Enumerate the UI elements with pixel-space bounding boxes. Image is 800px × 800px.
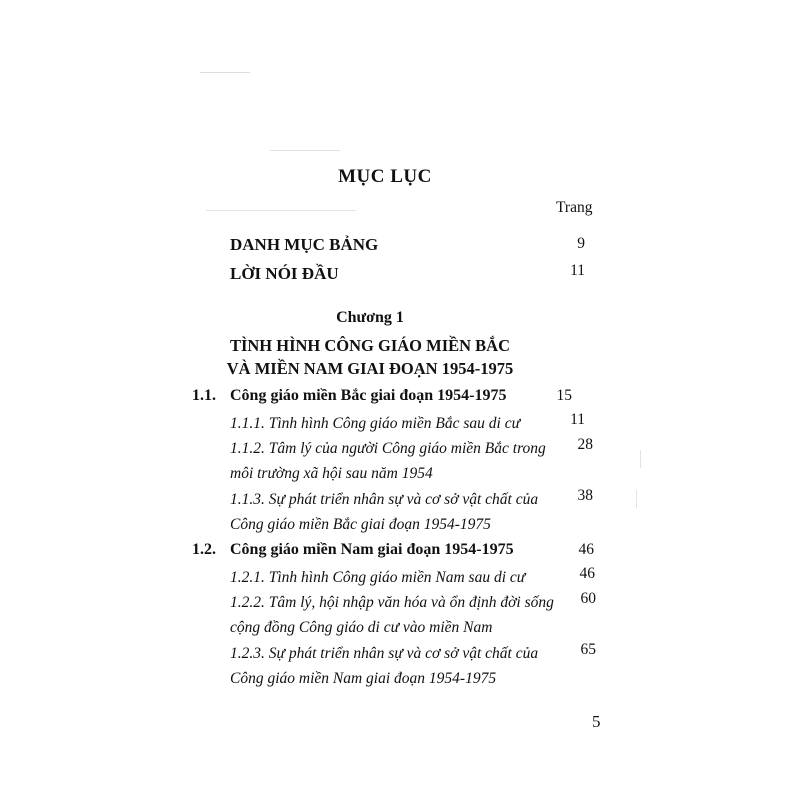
- front-matter-label: LỜI NÓI ĐẦU: [230, 264, 339, 283]
- subsection-page: 60: [580, 590, 596, 607]
- bleed-through-artifact: [640, 450, 641, 468]
- subsection-page: 38: [577, 487, 593, 504]
- subsection-line: 1.1.2. Tâm lý của người Công giáo miền Bắc trong: [230, 440, 546, 457]
- front-matter-page: 11: [570, 262, 585, 279]
- chapter-title-line1: TÌNH HÌNH CÔNG GIÁO MIỀN BẮC: [229, 336, 511, 355]
- section-number: 1.1.: [192, 387, 216, 404]
- subsection-page: 28: [577, 436, 593, 453]
- page-number: 5: [592, 712, 601, 731]
- bleed-through-artifact: [200, 72, 250, 73]
- bleed-through-artifact: [206, 210, 356, 211]
- bleed-through-artifact: [636, 490, 637, 508]
- subsection-page: 11: [570, 411, 585, 428]
- subsection-line-cont: Công giáo miền Nam giai đoạn 1954-1975: [230, 670, 497, 687]
- page-column-header: Trang: [556, 199, 593, 216]
- front-matter-label: DANH MỤC BẢNG: [230, 235, 379, 254]
- subsection-line-cont: Công giáo miền Bắc giai đoạn 1954-1975: [230, 516, 491, 533]
- subsection-page: 65: [580, 641, 596, 658]
- section-number: 1.2.: [192, 541, 216, 558]
- chapter-title-line2: VÀ MIỀN NAM GIAI ĐOẠN 1954-1975: [226, 359, 514, 378]
- toc-title: MỤC LỤC: [338, 166, 432, 187]
- subsection-line: 1.1.3. Sự phát triển nhân sự và cơ sở vật chất của: [230, 491, 539, 508]
- section-title: Công giáo miền Bắc giai đoạn 1954-1975: [230, 387, 507, 404]
- bleed-through-artifact: [270, 150, 340, 151]
- subsection-line-cont: cộng đồng Công giáo di cư vào miền Nam: [230, 619, 493, 636]
- section-page: 15: [556, 387, 572, 404]
- section-title: Công giáo miền Nam giai đoạn 1954-1975: [230, 541, 514, 558]
- subsection-line: 1.2.1. Tình hình Công giáo miền Nam sau di cư: [230, 569, 526, 586]
- subsection-line: 1.1.1. Tình hình Công giáo miền Bắc sau di cư: [230, 415, 521, 432]
- subsection-line: 1.2.2. Tâm lý, hội nhập văn hóa và ổn định đời sống: [230, 594, 554, 611]
- front-matter-page: 9: [577, 235, 585, 252]
- chapter-label: Chương 1: [336, 309, 404, 326]
- subsection-line: 1.2.3. Sự phát triển nhân sự và cơ sở vật chất của: [230, 645, 539, 662]
- subsection-line-cont: môi trường xã hội sau năm 1954: [230, 465, 433, 482]
- subsection-page: 46: [579, 565, 595, 582]
- section-page: 46: [578, 541, 594, 558]
